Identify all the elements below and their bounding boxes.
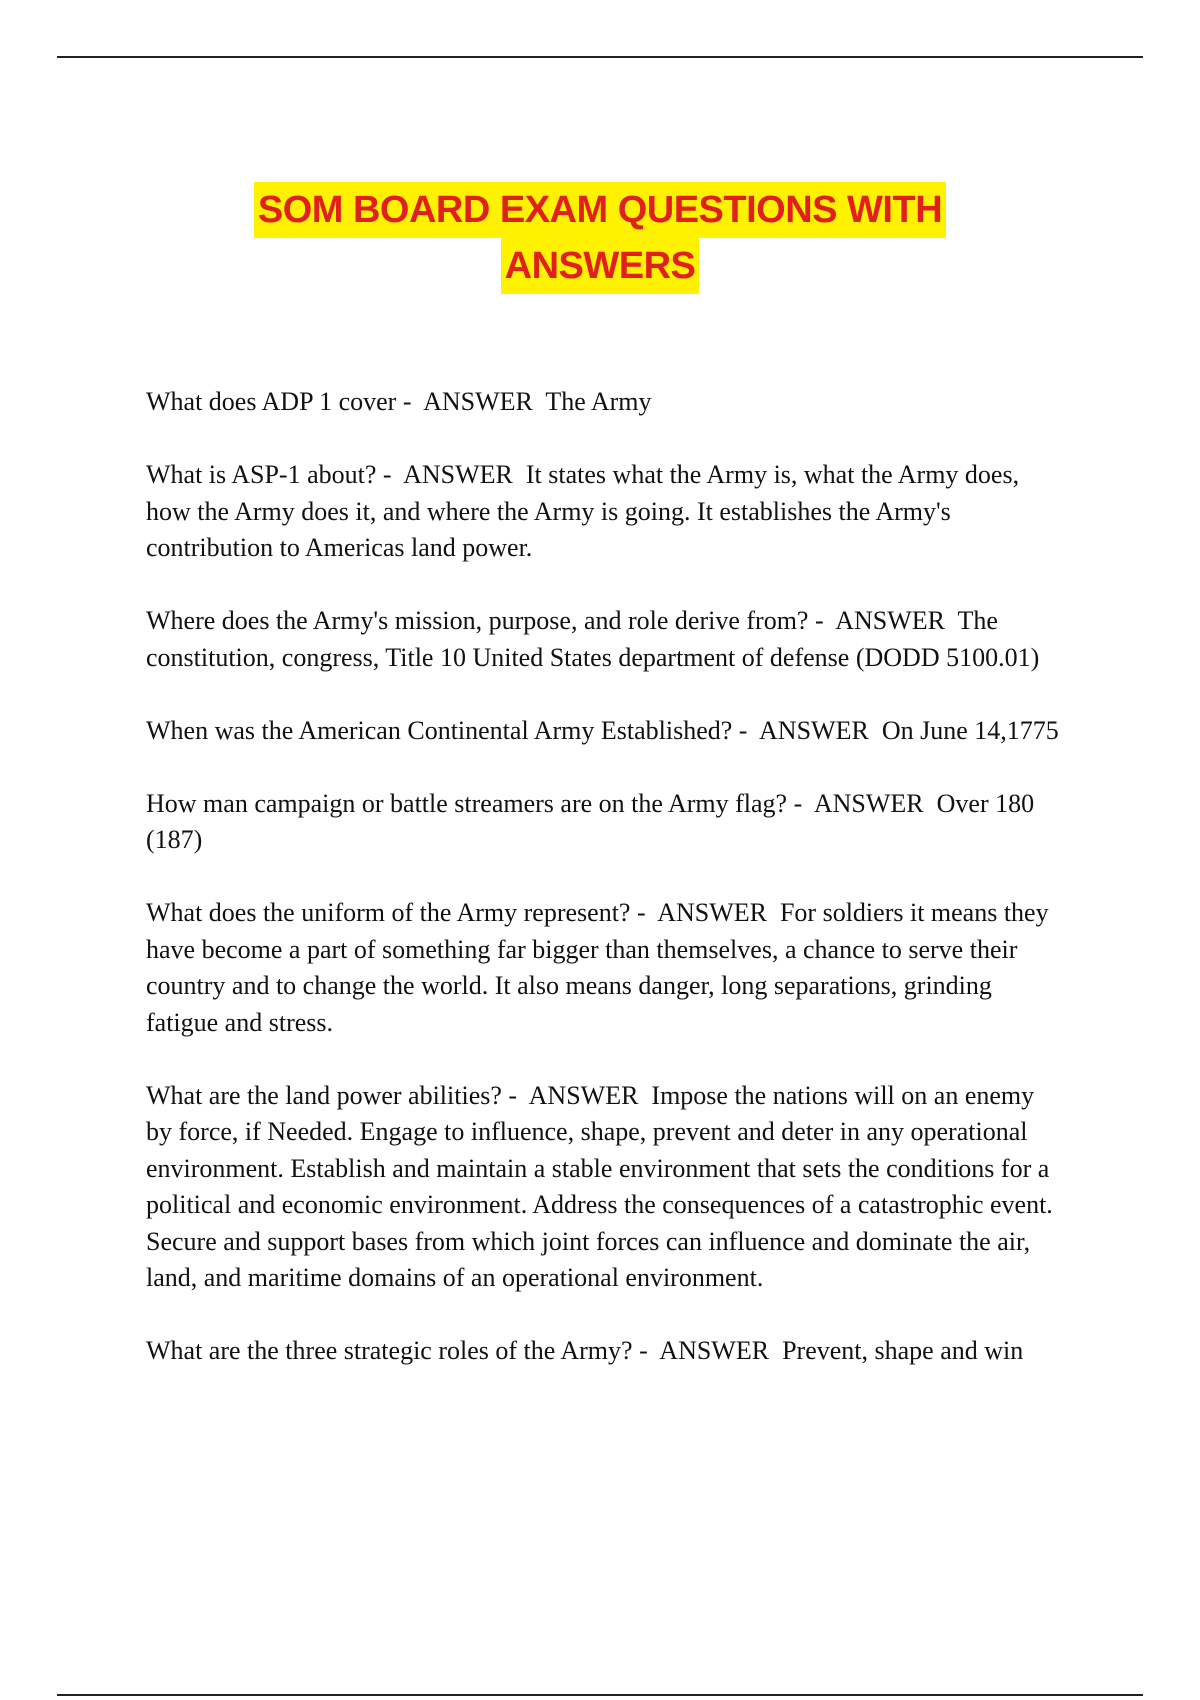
answer-text: The constitution, congress, Title 10 United States department of defense (DODD 5100.01) — [146, 606, 1040, 672]
answer-marker: ANSWER — [403, 460, 513, 489]
answer-marker: ANSWER — [657, 898, 767, 927]
question-text: What is ASP-1 about? — [146, 460, 377, 489]
qa-item: What does ADP 1 cover - ANSWER The Army — [146, 387, 652, 416]
answer-marker: ANSWER — [813, 788, 924, 818]
bottom-rule — [57, 1694, 1143, 1696]
top-rule — [57, 56, 1143, 58]
question-text: When was the American Continental Army Established? — [146, 715, 733, 745]
document-title — [0, 182, 1200, 294]
qa-item: What are the three strategic roles of the Army? - ANSWER Prevent, shape and win — [146, 1336, 1024, 1365]
qa-item: Where does the Army's mission, purpose, and role derive from? - ANSWER The constitution, congress, Title 10 United States department of defense (DODD 5100.01) — [146, 606, 1040, 672]
question-text: What does the uniform of the Army represent? — [146, 898, 631, 927]
qa-item: How man campaign or battle streamers are on the Army flag? - ANSWER Over 180 (187) — [146, 788, 1041, 854]
qa-list — [146, 384, 1066, 1406]
answer-text: On June 14,1775 — [881, 715, 1059, 745]
answer-marker: ANSWER — [528, 1080, 639, 1110]
answer-text: Over 180 (187) — [146, 788, 1041, 854]
answer-text: It states what the Army is, what the Army does, how the Army does it, and where the Army is going. It establishes the Army's contribution to Americas land power. — [146, 460, 1026, 562]
answer-marker: ANSWER — [659, 1336, 770, 1365]
qa-item: What does the uniform of the Army represent? - ANSWER For soldiers it means they have become a part of something far bigger than themselves, a chance to serve their country and to change the world. It also means danger, long separations, grinding fatigue and stress. — [146, 898, 1056, 1037]
question-text: What are the land power abilities? — [146, 1080, 502, 1110]
question-text: What are the three strategic roles of the Army? — [146, 1336, 633, 1365]
answer-text: The Army — [545, 387, 652, 416]
answer-marker: ANSWER — [835, 606, 945, 635]
answer-text: For soldiers it means they have become a part of something far bigger than themselves, a chance to serve their country and to change the world. It also means danger, long separations, grinding fatigue and stress. — [146, 898, 1056, 1037]
answer-text: Prevent, shape and win — [782, 1336, 1024, 1365]
title-line-1: SOM BOARD EXAM QUESTIONS WITH — [254, 182, 946, 238]
answer-marker: ANSWER — [759, 715, 869, 745]
answer-text: Impose the nations will on an enemy by force, if Needed. Engage to influence, shape, prevent and deter in any operational environment. Establish and maintain a stable environment that sets the conditions for a political and economic environment. Address the consequences of a catastrophic event. Secure and support bases from which joint forces can influence and dominate the air, land, and maritime domains of an operational environment. — [146, 1080, 1060, 1292]
question-text: Where does the Army's mission, purpose, and role derive from? — [146, 606, 809, 635]
answer-marker: ANSWER — [423, 387, 533, 416]
title-line-2: ANSWERS — [501, 238, 700, 294]
question-text: What does ADP 1 cover — [146, 387, 397, 416]
question-text: How man campaign or battle streamers are on the Army flag? — [146, 788, 788, 818]
qa-item: What are the land power abilities? - ANSWER Impose the nations will on an enemy by force, if Needed. Engage to influence, shape, prevent and deter in any operational environment. Establish and maintain a stable environment that sets the conditions for a political and economic environment. Address the consequences of a catastrophic event. Secure and support bases from which joint forces can influence and dominate the air, land, and maritime domains of an operational environment. — [146, 1080, 1060, 1292]
qa-item: When was the American Continental Army Established? - ANSWER On June 14,1775 — [146, 715, 1059, 745]
qa-item: What is ASP-1 about? - ANSWER It states what the Army is, what the Army does, how the Army does it, and where the Army is going. It establishes the Army's contribution to Americas land power. — [146, 460, 1026, 562]
